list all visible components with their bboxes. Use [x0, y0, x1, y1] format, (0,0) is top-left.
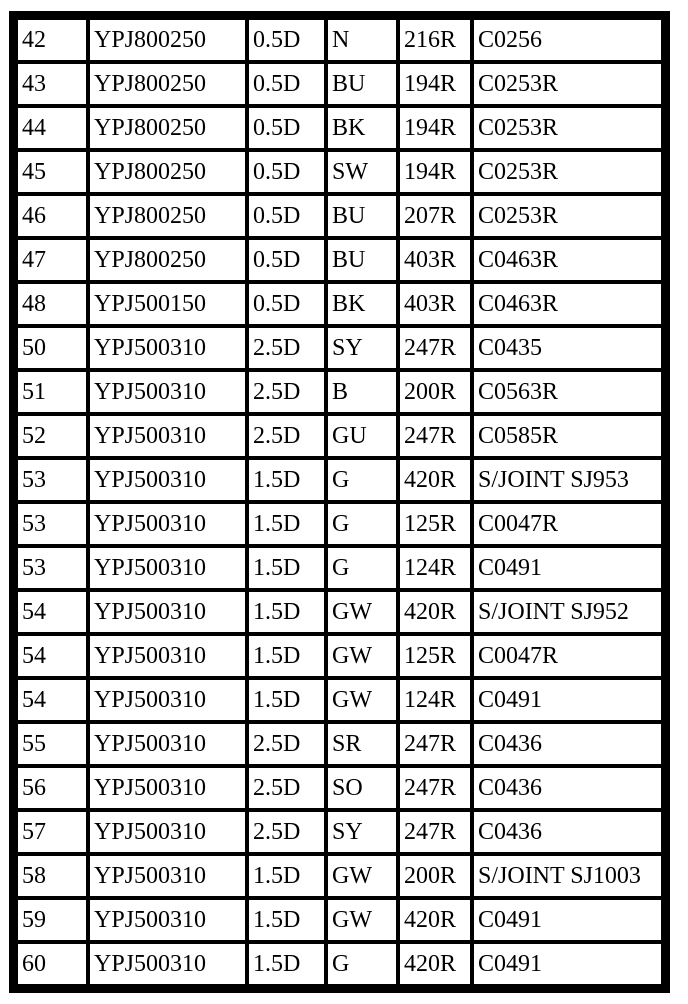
part-number-cell: YPJ500310: [88, 810, 247, 854]
circuit-number-cell: 58: [16, 854, 88, 898]
wire-size-cell: 1.5D: [247, 942, 326, 986]
part-number-cell: YPJ500310: [88, 942, 247, 986]
location-cell: 125R: [398, 634, 472, 678]
color-code-cell: GW: [326, 854, 398, 898]
connector-cell: C0256: [472, 18, 663, 62]
connector-cell: C0253R: [472, 150, 663, 194]
part-number-cell: YPJ500310: [88, 722, 247, 766]
circuit-number-cell: 56: [16, 766, 88, 810]
part-number-cell: YPJ800250: [88, 106, 247, 150]
color-code-cell: BK: [326, 282, 398, 326]
table-row: [16, 62, 663, 106]
connector-cell: S/JOINT SJ952: [472, 590, 663, 634]
table-row: [16, 678, 663, 722]
color-code-cell: G: [326, 502, 398, 546]
location-cell: 124R: [398, 546, 472, 590]
location-cell: 194R: [398, 62, 472, 106]
wire-size-cell: 0.5D: [247, 18, 326, 62]
table-row: [16, 414, 663, 458]
connector-cell: C0491: [472, 546, 663, 590]
wire-size-cell: 2.5D: [247, 722, 326, 766]
table-row: [16, 766, 663, 810]
location-cell: 200R: [398, 370, 472, 414]
table-row: [16, 326, 663, 370]
location-cell: 247R: [398, 810, 472, 854]
part-number-cell: YPJ500310: [88, 590, 247, 634]
circuit-number-cell: 44: [16, 106, 88, 150]
circuit-number-cell: 51: [16, 370, 88, 414]
color-code-cell: SO: [326, 766, 398, 810]
connector-cell: C0585R: [472, 414, 663, 458]
location-cell: 247R: [398, 326, 472, 370]
location-cell: 125R: [398, 502, 472, 546]
location-cell: 420R: [398, 590, 472, 634]
table-row: [16, 546, 663, 590]
table-row: [16, 150, 663, 194]
color-code-cell: SW: [326, 150, 398, 194]
part-number-cell: YPJ500310: [88, 414, 247, 458]
connector-cell: C0253R: [472, 106, 663, 150]
location-cell: 420R: [398, 942, 472, 986]
connector-cell: C0047R: [472, 502, 663, 546]
color-code-cell: BU: [326, 194, 398, 238]
color-code-cell: BU: [326, 62, 398, 106]
table-row: [16, 854, 663, 898]
color-code-cell: B: [326, 370, 398, 414]
part-number-cell: YPJ500310: [88, 370, 247, 414]
connector-cell: C0436: [472, 722, 663, 766]
connector-cell: C0491: [472, 898, 663, 942]
part-number-cell: YPJ800250: [88, 150, 247, 194]
connector-cell: C0436: [472, 766, 663, 810]
wire-size-cell: 2.5D: [247, 370, 326, 414]
circuit-number-cell: 59: [16, 898, 88, 942]
location-cell: 420R: [398, 458, 472, 502]
connector-cell: S/JOINT SJ953: [472, 458, 663, 502]
wire-size-cell: 1.5D: [247, 458, 326, 502]
wire-size-cell: 0.5D: [247, 150, 326, 194]
color-code-cell: GU: [326, 414, 398, 458]
wire-size-cell: 2.5D: [247, 810, 326, 854]
part-number-cell: YPJ500310: [88, 854, 247, 898]
circuit-number-cell: 54: [16, 590, 88, 634]
color-code-cell: N: [326, 18, 398, 62]
location-cell: 403R: [398, 282, 472, 326]
connector-cell: C0463R: [472, 238, 663, 282]
color-code-cell: G: [326, 458, 398, 502]
wire-size-cell: 1.5D: [247, 678, 326, 722]
location-cell: 194R: [398, 150, 472, 194]
color-code-cell: SY: [326, 810, 398, 854]
color-code-cell: GW: [326, 634, 398, 678]
table-row: [16, 810, 663, 854]
wire-size-cell: 0.5D: [247, 106, 326, 150]
table-row: [16, 106, 663, 150]
color-code-cell: G: [326, 546, 398, 590]
location-cell: 207R: [398, 194, 472, 238]
circuit-number-cell: 53: [16, 502, 88, 546]
part-number-cell: YPJ500310: [88, 502, 247, 546]
color-code-cell: SY: [326, 326, 398, 370]
location-cell: 124R: [398, 678, 472, 722]
color-code-cell: SR: [326, 722, 398, 766]
wire-size-cell: 1.5D: [247, 590, 326, 634]
location-cell: 200R: [398, 854, 472, 898]
circuit-number-cell: 55: [16, 722, 88, 766]
circuit-number-cell: 45: [16, 150, 88, 194]
part-number-cell: YPJ800250: [88, 194, 247, 238]
part-number-cell: YPJ500310: [88, 898, 247, 942]
part-number-cell: YPJ800250: [88, 18, 247, 62]
table-row: [16, 942, 663, 986]
part-number-cell: YPJ800250: [88, 238, 247, 282]
connector-cell: C0047R: [472, 634, 663, 678]
circuit-number-cell: 54: [16, 634, 88, 678]
connector-cell: C0491: [472, 942, 663, 986]
part-number-cell: YPJ800250: [88, 62, 247, 106]
wiring-table-container: [9, 11, 670, 993]
color-code-cell: GW: [326, 898, 398, 942]
part-number-cell: YPJ500150: [88, 282, 247, 326]
circuit-number-cell: 57: [16, 810, 88, 854]
location-cell: 194R: [398, 106, 472, 150]
part-number-cell: YPJ500310: [88, 678, 247, 722]
part-number-cell: YPJ500310: [88, 546, 247, 590]
circuit-number-cell: 46: [16, 194, 88, 238]
table-body: [16, 18, 663, 986]
location-cell: 216R: [398, 18, 472, 62]
table-row: [16, 18, 663, 62]
circuit-number-cell: 42: [16, 18, 88, 62]
circuit-number-cell: 53: [16, 458, 88, 502]
table-row: [16, 722, 663, 766]
part-number-cell: YPJ500310: [88, 458, 247, 502]
circuit-number-cell: 47: [16, 238, 88, 282]
table-row: [16, 634, 663, 678]
color-code-cell: GW: [326, 678, 398, 722]
connector-cell: S/JOINT SJ1003: [472, 854, 663, 898]
wire-size-cell: 2.5D: [247, 414, 326, 458]
wire-size-cell: 2.5D: [247, 326, 326, 370]
circuit-number-cell: 43: [16, 62, 88, 106]
table-row: [16, 458, 663, 502]
table-row: [16, 370, 663, 414]
connector-cell: C0436: [472, 810, 663, 854]
table-row: [16, 238, 663, 282]
wire-size-cell: 0.5D: [247, 238, 326, 282]
circuit-number-cell: 60: [16, 942, 88, 986]
color-code-cell: BU: [326, 238, 398, 282]
wire-size-cell: 0.5D: [247, 282, 326, 326]
color-code-cell: BK: [326, 106, 398, 150]
table-row: [16, 590, 663, 634]
color-code-cell: G: [326, 942, 398, 986]
location-cell: 247R: [398, 414, 472, 458]
table-row: [16, 194, 663, 238]
part-number-cell: YPJ500310: [88, 326, 247, 370]
wire-size-cell: 0.5D: [247, 194, 326, 238]
location-cell: 420R: [398, 898, 472, 942]
connector-cell: C0463R: [472, 282, 663, 326]
wire-size-cell: 1.5D: [247, 502, 326, 546]
location-cell: 247R: [398, 722, 472, 766]
connector-cell: C0253R: [472, 62, 663, 106]
connector-cell: C0491: [472, 678, 663, 722]
circuit-number-cell: 54: [16, 678, 88, 722]
color-code-cell: GW: [326, 590, 398, 634]
wiring-table: [14, 16, 665, 988]
wire-size-cell: 1.5D: [247, 546, 326, 590]
wire-size-cell: 1.5D: [247, 634, 326, 678]
wire-size-cell: 1.5D: [247, 898, 326, 942]
part-number-cell: YPJ500310: [88, 634, 247, 678]
location-cell: 403R: [398, 238, 472, 282]
connector-cell: C0253R: [472, 194, 663, 238]
table-row: [16, 502, 663, 546]
circuit-number-cell: 48: [16, 282, 88, 326]
wire-size-cell: 0.5D: [247, 62, 326, 106]
part-number-cell: YPJ500310: [88, 766, 247, 810]
circuit-number-cell: 53: [16, 546, 88, 590]
table-row: [16, 898, 663, 942]
table-row: [16, 282, 663, 326]
wire-size-cell: 1.5D: [247, 854, 326, 898]
circuit-number-cell: 50: [16, 326, 88, 370]
location-cell: 247R: [398, 766, 472, 810]
wire-size-cell: 2.5D: [247, 766, 326, 810]
connector-cell: C0563R: [472, 370, 663, 414]
circuit-number-cell: 52: [16, 414, 88, 458]
connector-cell: C0435: [472, 326, 663, 370]
